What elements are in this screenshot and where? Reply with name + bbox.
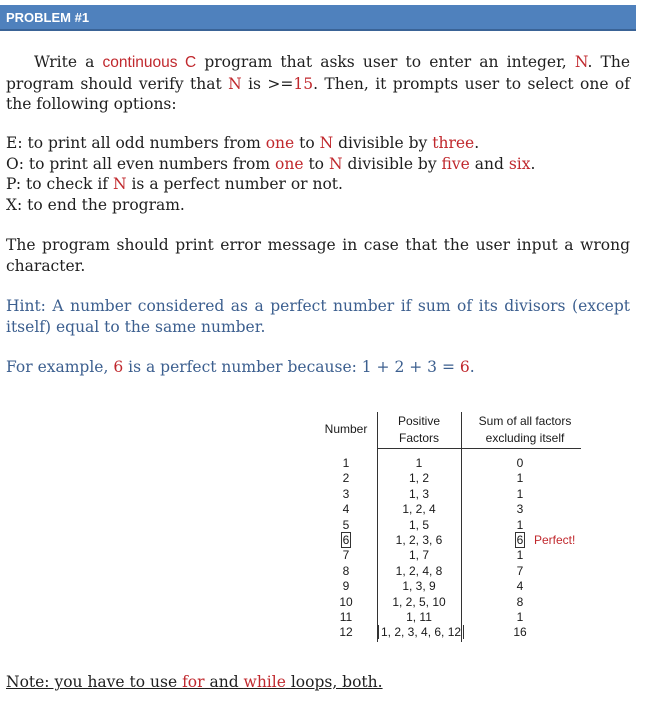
table-cell: 4 (516, 579, 524, 594)
column-number (324, 456, 368, 641)
table-cell: 9 (342, 579, 350, 594)
option-x: X: to end the program. (6, 195, 185, 214)
option-e: E: to print all odd numbers from one to N divisible by three. (6, 134, 480, 152)
table-cell: 7 (342, 548, 350, 563)
table-cell: 1, 3, 9 (402, 579, 436, 594)
table-cell: 1 (516, 486, 524, 501)
divider-2 (461, 412, 462, 642)
table-cell: 1, 2, 5, 10 (392, 594, 446, 609)
header-number: Number (324, 422, 368, 436)
table-cell: 1 (415, 456, 423, 470)
table-cell: 1 (516, 517, 524, 532)
option-o: O: to print all even numbers from one to N divisible by five and six. (6, 154, 536, 173)
header-sum: Sum of all factors excluding itself (478, 414, 572, 445)
table-cell: 2 (342, 471, 350, 486)
intro-highlight-n2: N (228, 74, 242, 93)
hint-paragraph: Hint: A number considered as a perfect number if sum of its divisors (except itself) equal to the same number. (6, 297, 630, 336)
table-cell: 1, 2 (408, 471, 429, 486)
table-cell: 1, 7 (408, 548, 429, 563)
table-cell: 1 (342, 456, 350, 470)
table-cell: 0 (516, 456, 524, 470)
intro-text-1: Write a (34, 53, 103, 71)
intro-paragraph (6, 52, 630, 115)
table-cell: 3 (516, 502, 524, 517)
option-p: P: to check if N is a perfect number or not. (6, 175, 343, 193)
table-cell: 1, 2, 3, 6 (395, 532, 443, 547)
table-cell: 5 (342, 517, 350, 532)
table-cell: 1 (516, 471, 524, 486)
table-cell: 11 (339, 609, 353, 624)
table-cell: 10 (339, 594, 353, 609)
column-factors (378, 456, 460, 641)
intro-text-5: . Then, it prompts user to select one of the following options: (6, 74, 630, 113)
table-cell: 1, 2, 4, 8 (395, 563, 443, 578)
table-cell: 1, 5 (408, 517, 429, 532)
intro-text-4: is >= (241, 74, 294, 93)
error-paragraph: The program should print error message in case that the user input a wrong character. (6, 236, 630, 275)
intro-text-3: . The program should verify that (6, 53, 631, 93)
table-cell: 6 (342, 532, 350, 547)
table-cell: 1, 2, 4 (402, 502, 436, 517)
example-paragraph: For example, 6 is a perfect number because: 1 + 2 + 3 = 6. (6, 358, 475, 376)
perfect-label: Perfect! (534, 533, 576, 547)
table-cell: 8 (342, 563, 350, 578)
intro-highlight-15: 15 (293, 74, 314, 93)
table-cell: 1, 3 (408, 486, 429, 501)
options-list (6, 133, 630, 215)
table-cell: 6 (516, 532, 524, 547)
table-cell: 4 (342, 502, 350, 517)
table-cell: 3 (342, 486, 350, 501)
table-cell: 1 (516, 609, 524, 624)
table-cell: 12 (339, 625, 353, 640)
table-cell: 16 (513, 625, 527, 640)
table-cell: 1, 11 (406, 609, 432, 624)
table-cell: 1, 2, 3, 4, 6, 12 (378, 625, 460, 640)
intro-text-2: program that asks user to enter an integer, (196, 53, 575, 71)
intro-highlight-continuous: continuous C (102, 54, 197, 71)
table-cell: 1 (516, 548, 524, 563)
problem-header: PROBLEM #1 (0, 5, 636, 31)
table-cell: 8 (516, 594, 524, 609)
note-line: Note: you have to use for and while loops, both. (6, 673, 383, 691)
header-underline (377, 448, 581, 449)
header-factors: Positive Factors (397, 414, 441, 445)
intro-highlight-n: N (574, 53, 588, 71)
table-cell: 7 (516, 563, 524, 578)
